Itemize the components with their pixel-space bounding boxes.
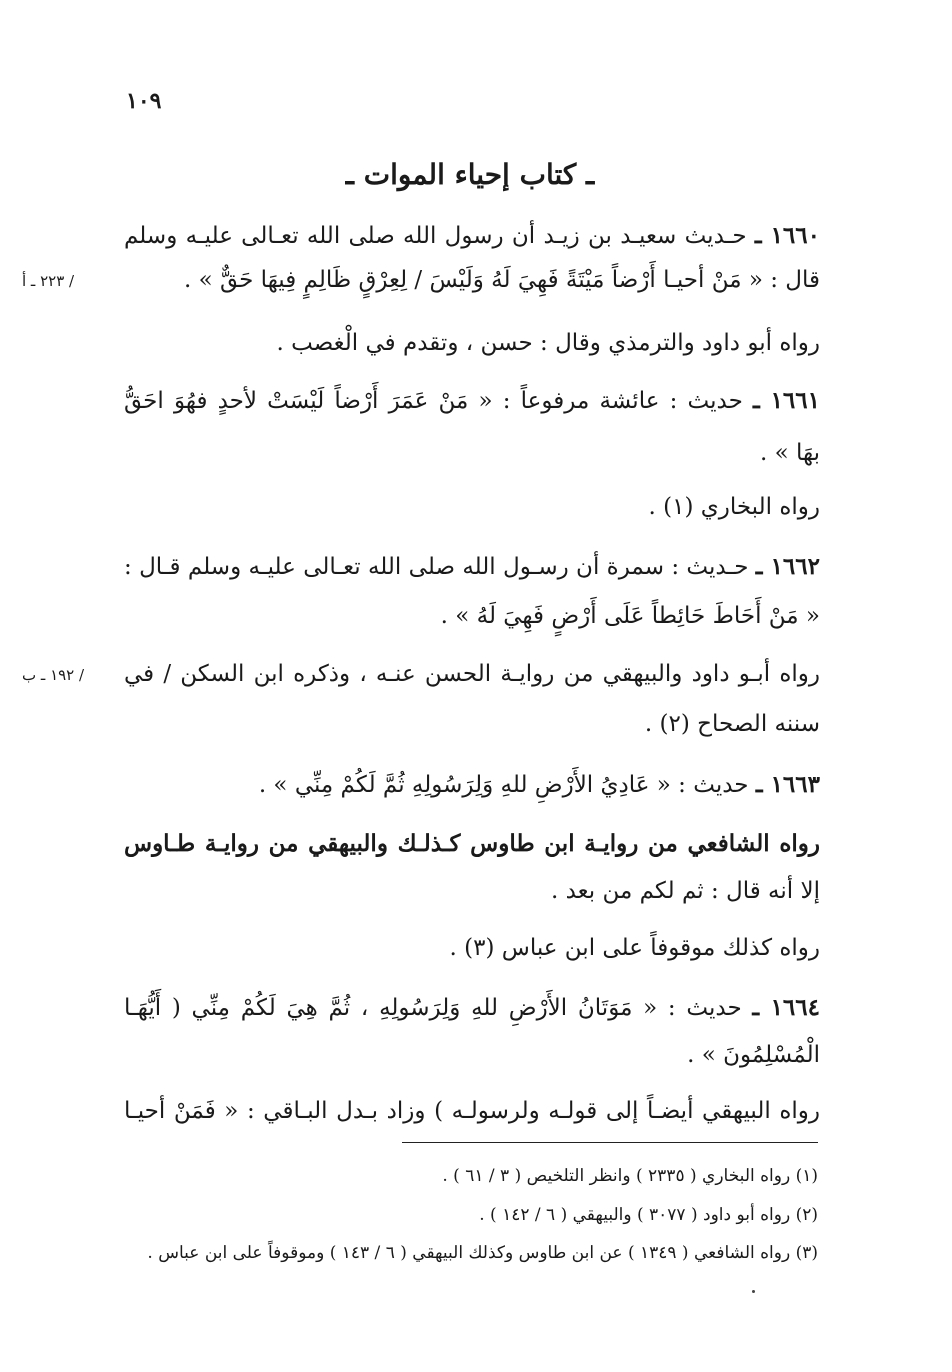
text-line: رواه البخاري (١) . bbox=[648, 494, 820, 520]
text-line bbox=[259, 771, 820, 800]
text-line: رواه أبـو داود والبيهقي من روايـة الحسن عنـه ، وذكره ابن السكن / في bbox=[124, 661, 820, 687]
margin-reference: / ٢٢٣ ـ أ bbox=[22, 272, 75, 290]
hadith-number: ١٦٦٠ ـ bbox=[754, 222, 820, 249]
page-number: ١٠٩ bbox=[126, 88, 162, 114]
text-line: رواه الشافعي من روايـة ابن طاوس كـذلـك والبيهقي من روايـة طـاوس bbox=[124, 830, 820, 857]
text-line: بهَا » . bbox=[759, 440, 820, 466]
text-line: الْمُسْلِمُونَ » . bbox=[687, 1042, 820, 1068]
text-line: سننه الصحاح (٢) . bbox=[644, 711, 820, 737]
text-line: قال : « مَنْ أحيـا أَرْضاً مَيْتَةً فَهِيَ لَهُ وَلَيْسَ / لِعِرْقٍ ظَالِمٍ فِيهَا حَقٌّ » . bbox=[183, 267, 820, 293]
footnote: (١) رواه البخاري ( ٢٣٣٥ ) وانظر التلخيص ( ٣ / ٦١ ) . bbox=[442, 1166, 818, 1186]
hadith-number: ١٦٦٤ ـ bbox=[752, 994, 820, 1021]
text-line bbox=[124, 994, 820, 1023]
hadith-number: ١٦٦١ ـ bbox=[752, 387, 820, 414]
footnote: (٣) رواه الشافعي ( ١٣٤٩ ) عن ابن طاوس وكذلك البيهقي ( ٦ / ١٤٣ ) وموقوفاً على ابن عباس . bbox=[147, 1243, 818, 1263]
margin-reference: / ١٩٢ ـ ب bbox=[22, 666, 85, 684]
line-text: حديث : « مَوَتَانُ الأَرْضِ للهِ وَلِرَسُولِهِ ، ثُمَّ هِيَ لَكُمْ مِنِّي ( أَيُّهَـا bbox=[124, 995, 753, 1021]
line-text: حـديث : سمرة أن رسـول الله صلى الله تعـالى عليـه وسلم قـال : bbox=[124, 554, 756, 580]
line-text: حديث : عائشة مرفوعاً : « مَنْ عَمَرَ أَرْضاً لَيْسَتْ لأحدٍ فهُوَ احَقُّ bbox=[124, 388, 753, 414]
text-line bbox=[124, 553, 820, 582]
footnote-separator bbox=[402, 1142, 818, 1143]
footnote: (٢) رواه أبو داود ( ٣٠٧٧ ) والبيهقي ( ٦ / ١٤٢ ) . bbox=[479, 1205, 818, 1225]
print-speck bbox=[752, 1290, 755, 1293]
text-line: رواه أبو داود والترمذي وقال : حسن ، وتقدم في الْغصب . bbox=[276, 330, 820, 356]
line-text: حديث : « عَادِيُ الأَرْضِ للهِ وَلِرَسُولِهِ ثُمَّ لَكُمْ مِنِّي » . bbox=[258, 772, 756, 798]
hadith-number: ١٦٦٣ ـ bbox=[755, 771, 820, 798]
text-line bbox=[124, 387, 820, 416]
line-text: حـديث سعيـد بن زيـد أن رسول الله صلى الله تعـالى عليـه وسلم bbox=[124, 223, 755, 249]
text-line: رواه البيهقي أيضـاً إلى قولـه ولرسولـه ) وزاد بـدل البـاقي : « فَمَنْ أحيـا bbox=[124, 1098, 820, 1124]
chapter-title: ـ كتاب إحياء الموات ـ bbox=[345, 158, 595, 191]
hadith-number: ١٦٦٢ ـ bbox=[755, 553, 820, 580]
text-line: رواه كذلك موقوفاً على ابن عباس (٣) . bbox=[449, 935, 820, 961]
text-line: إلا أنه قال : ثم لكم من بعد . bbox=[550, 878, 820, 904]
text-line bbox=[124, 222, 820, 251]
text-line: « مَنْ أَحَاطَ حَائِطاً عَلَى أَرْضٍ فَهِيَ لَهُ » . bbox=[440, 603, 820, 629]
